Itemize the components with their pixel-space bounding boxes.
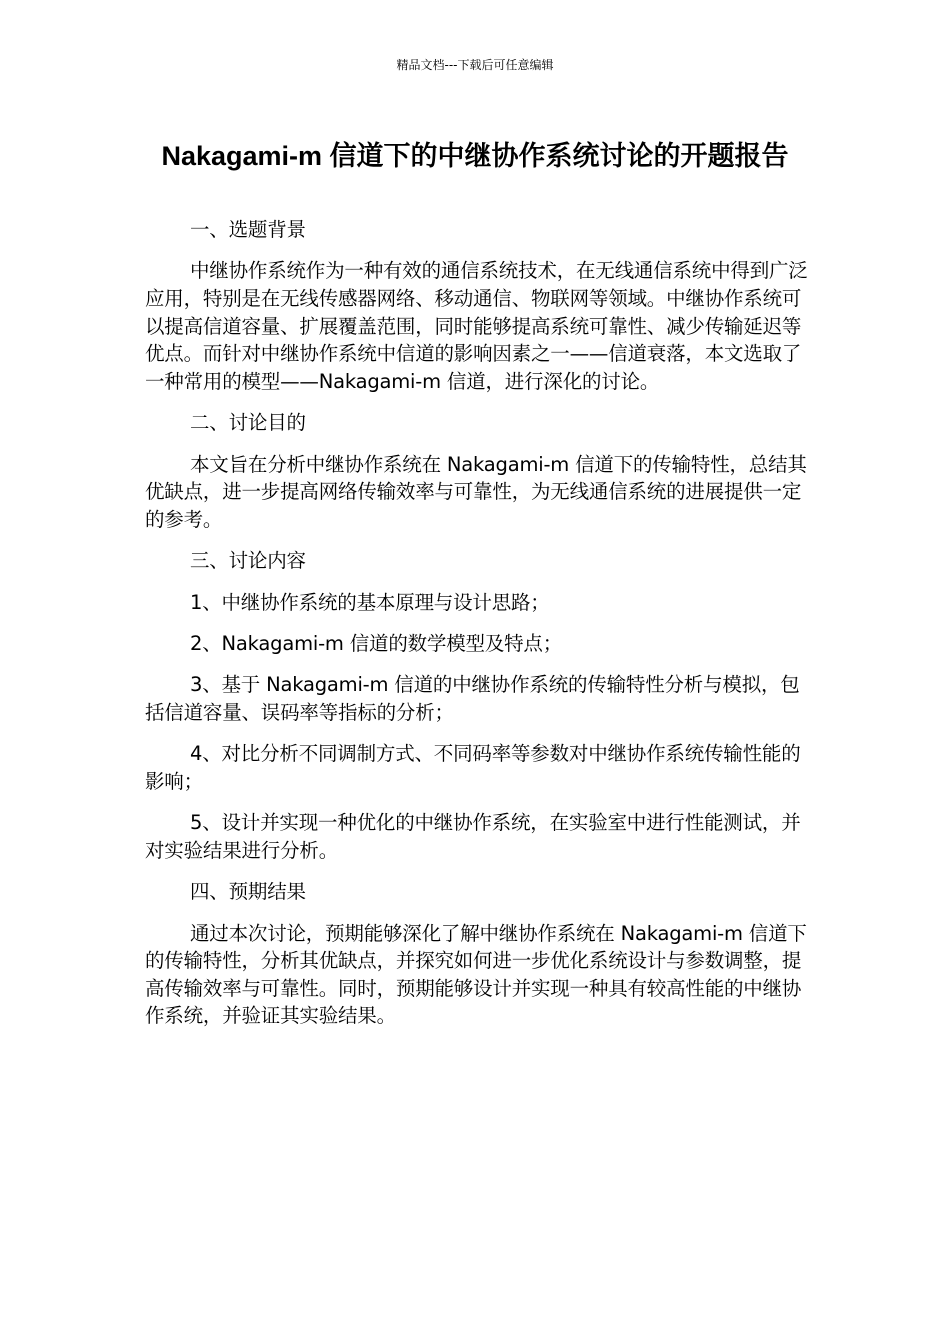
- document-title: Nakagami-m 信道下的中继协作系统讨论的开题报告: [161, 141, 789, 171]
- section-heading-content: 三、讨论内容: [190, 549, 306, 573]
- paragraph-expected: 通过本次讨论，预期能够深化了解中继协作系统在 Nakagami-m 信道下的传输特性，分析其优缺点，并探究如何进一步优化系统设计与参数调整，提高传输效率与可靠性。同时，预期能够设计并实现一种具有较高性能的中继协作系统，并验证其实验结果。: [145, 921, 807, 1028]
- paragraph-background: 中继协作系统作为一种有效的通信系统技术，在无线通信系统中得到广泛应用，特别是在无线传感器网络、移动通信、物联网等领域。中继协作系统可以提高信道容量、扩展覆盖范围，同时能够提高系统可靠性、减少传输延迟等优点。而针对中继协作系统中信道的影响因素之一——信道衰落，本文选取了一种常用的模型——Nakagami-m 信道，进行深化的讨论。: [145, 259, 808, 393]
- document-body: [145, 216, 809, 1044]
- content-item-3: 3、基于 Nakagami-m 信道的中继协作系统的传输特性分析与模拟，包括信道容量、误码率等指标的分析；: [145, 673, 800, 724]
- content-item-1: 1、中继协作系统的基本原理与设计思路；: [190, 590, 550, 614]
- section-heading-background: 一、选题背景: [190, 218, 306, 241]
- content-item-4: 4、对比分析不同调制方式、不同码率等参数对中继协作系统传输性能的影响；: [145, 742, 801, 793]
- header-note: 精品文档---下载后可任意编辑: [396, 58, 554, 72]
- paragraph-purpose: 本文旨在分析中继协作系统在 Nakagami-m 信道下的传输特性，总结其优缺点，进一步提高网络传输效率与可靠性，为无线通信系统的进展提供一定的参考。: [145, 452, 807, 531]
- section-heading-purpose: 二、讨论目的: [190, 411, 306, 435]
- content-item-5: 5、设计并实现一种优化的中继协作系统，在实验室中进行性能测试，并对实验结果进行分析。: [145, 811, 801, 862]
- content-item-2: 2、Nakagami-m 信道的数学模型及特点；: [190, 631, 563, 655]
- section-heading-expected: 四、预期结果: [190, 880, 306, 904]
